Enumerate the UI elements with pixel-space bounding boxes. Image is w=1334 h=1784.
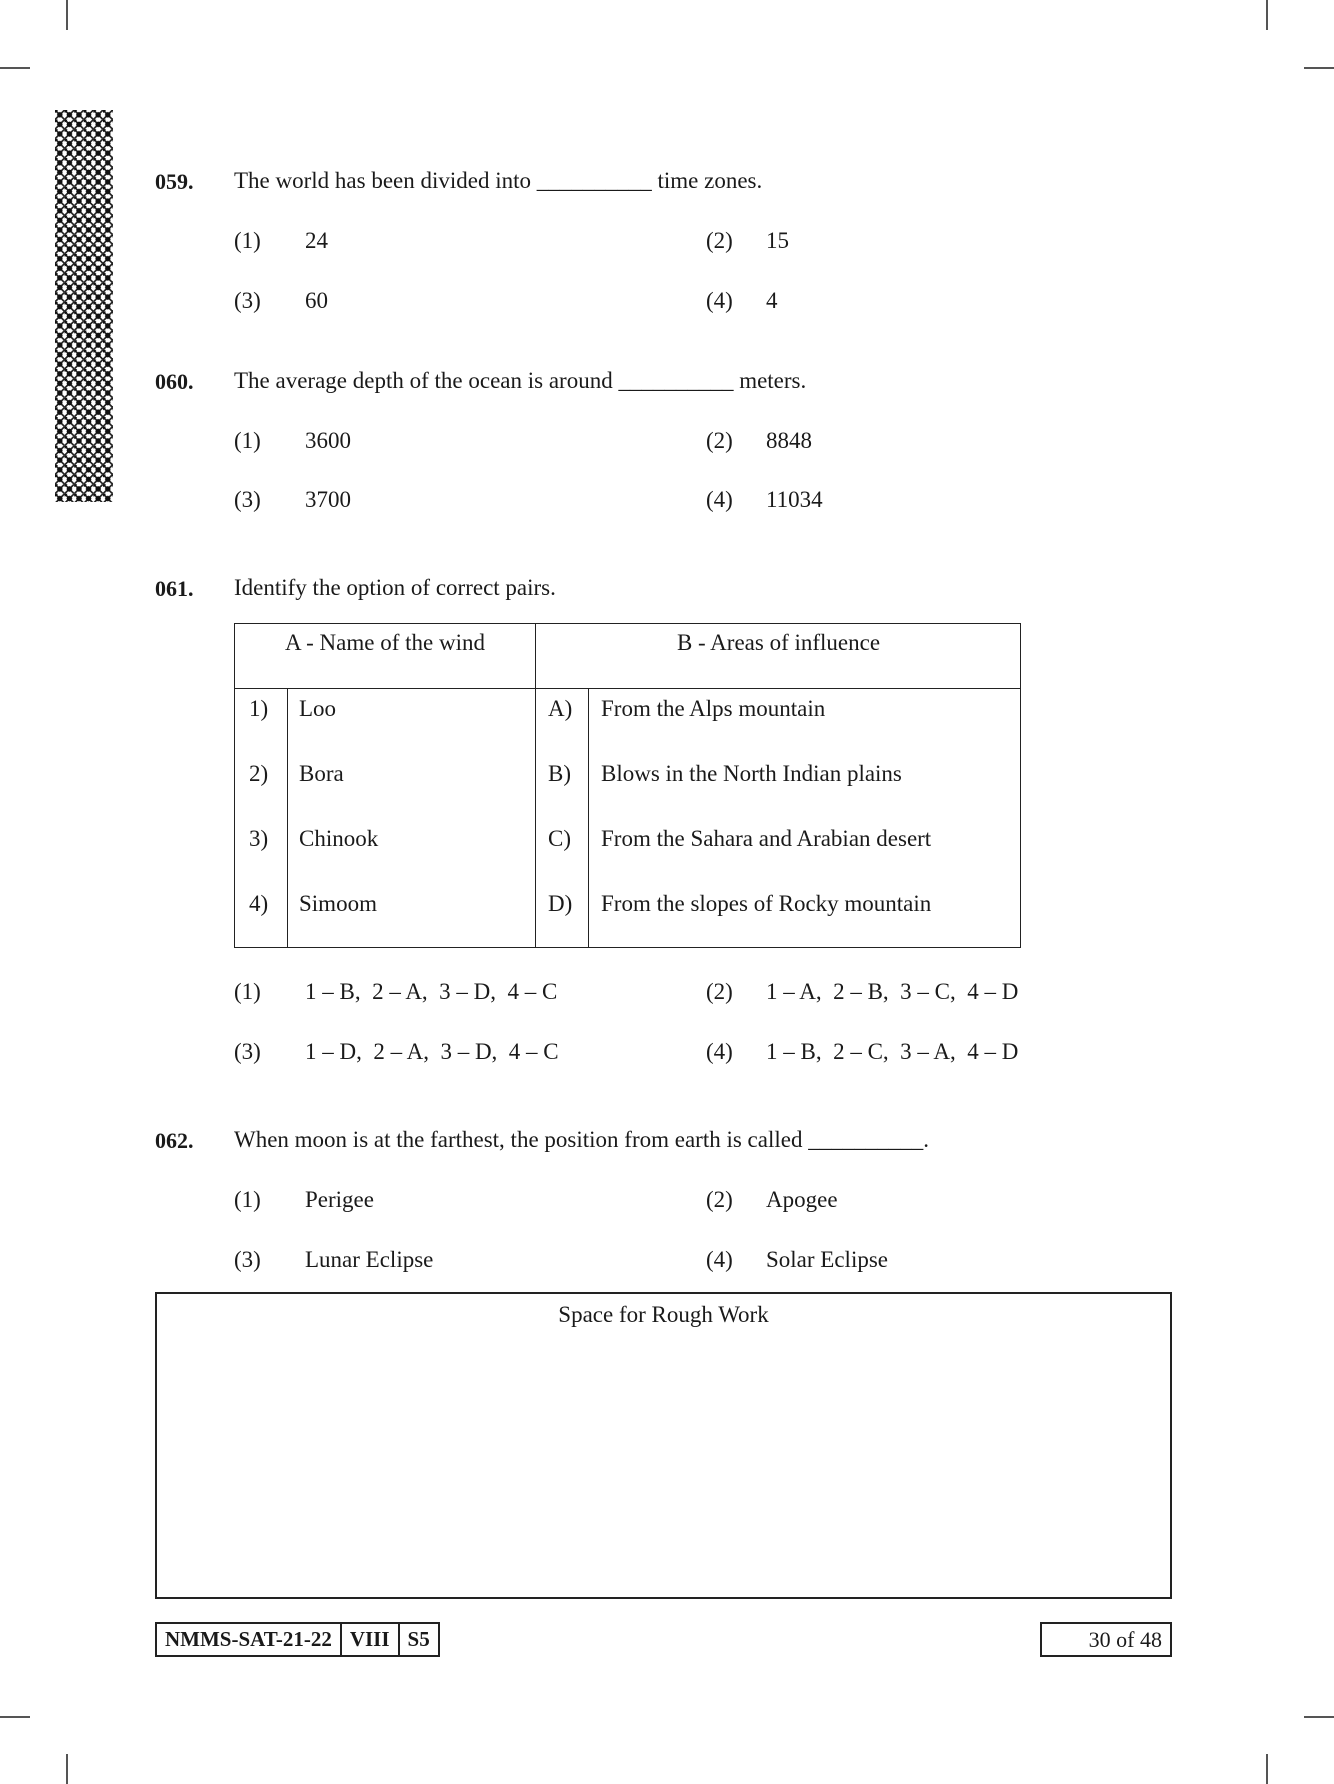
- question-text: When moon is at the farthest, the position from earth is called __________.: [234, 1127, 929, 1152]
- row-number: 4): [249, 891, 269, 916]
- crop-mark: [1304, 67, 1334, 69]
- table-divider: [235, 688, 1020, 689]
- matching-table: [234, 623, 1021, 948]
- row-letter: B): [548, 761, 571, 786]
- question-number: 062.: [155, 1128, 194, 1153]
- option-number: (3): [234, 288, 261, 313]
- option-text: 1 – A, 2 – B, 3 – C, 4 – D: [766, 979, 1019, 1004]
- question-text: The world has been divided into __________ time zones.: [234, 168, 763, 193]
- option-text: 24: [305, 228, 328, 253]
- option-number: (3): [234, 1039, 261, 1064]
- option-text: 3600: [305, 428, 351, 453]
- class-label: VIII: [340, 1624, 398, 1655]
- crop-mark: [1304, 1716, 1334, 1718]
- option-text: 60: [305, 288, 328, 313]
- crop-mark: [0, 1716, 30, 1718]
- option-text: 11034: [766, 487, 823, 512]
- option-text: Lunar Eclipse: [305, 1247, 434, 1272]
- decorative-security-pattern: [55, 110, 113, 502]
- area-of-influence: Blows in the North Indian plains: [601, 761, 902, 786]
- option-number: (3): [234, 487, 261, 512]
- crop-mark: [0, 67, 30, 69]
- wind-name: Simoom: [299, 891, 377, 916]
- row-number: 1): [249, 696, 269, 721]
- option-text: 15: [766, 228, 789, 253]
- table-divider: [588, 688, 589, 947]
- option-text: 1 – B, 2 – A, 3 – D, 4 – C: [305, 979, 558, 1004]
- rough-work-area: [155, 1292, 1172, 1599]
- series-label: S5: [398, 1624, 438, 1655]
- option-number: (2): [706, 428, 733, 453]
- option-text: Perigee: [305, 1187, 374, 1212]
- row-number: 3): [249, 826, 269, 851]
- option-text: 1 – B, 2 – C, 3 – A, 4 – D: [766, 1039, 1019, 1064]
- row-letter: D): [548, 891, 573, 916]
- area-of-influence: From the Alps mountain: [601, 696, 826, 721]
- option-text: 4: [766, 288, 778, 313]
- option-number: (1): [234, 228, 261, 253]
- wind-name: Chinook: [299, 826, 379, 851]
- crop-mark: [66, 1754, 68, 1784]
- option-text: 3700: [305, 487, 351, 512]
- area-of-influence: From the Sahara and Arabian desert: [601, 826, 932, 851]
- option-number: (4): [706, 487, 733, 512]
- column-header-a: A - Name of the wind: [285, 630, 485, 655]
- option-number: (2): [706, 979, 733, 1004]
- option-number: (2): [706, 228, 733, 253]
- wind-name: Bora: [299, 761, 344, 786]
- exam-code: NMMS-SAT-21-22: [165, 1627, 332, 1651]
- area-of-influence: From the slopes of Rocky mountain: [601, 891, 932, 916]
- option-number: (3): [234, 1247, 261, 1272]
- option-number: (4): [706, 1247, 733, 1272]
- crop-mark: [1266, 0, 1268, 30]
- question-number: 059.: [155, 169, 194, 194]
- option-text: 8848: [766, 428, 812, 453]
- table-divider: [535, 624, 536, 947]
- column-header-b: B - Areas of influence: [676, 630, 881, 655]
- crop-mark: [66, 0, 68, 30]
- option-number: (2): [706, 1187, 733, 1212]
- rough-work-title: Space for Rough Work: [558, 1302, 769, 1327]
- footer-exam-code-box: [155, 1622, 440, 1657]
- question-text: The average depth of the ocean is around __________ meters.: [234, 368, 807, 393]
- option-number: (1): [234, 1187, 261, 1212]
- crop-mark: [1266, 1754, 1268, 1784]
- question-number: 061.: [155, 576, 194, 601]
- option-text: Apogee: [766, 1187, 838, 1212]
- row-letter: A): [548, 696, 573, 721]
- option-number: (1): [234, 428, 261, 453]
- option-number: (4): [706, 1039, 733, 1064]
- page-number: 30 of 48: [1040, 1622, 1172, 1657]
- question-text: Identify the option of correct pairs.: [234, 575, 556, 600]
- option-number: (1): [234, 979, 261, 1004]
- table-divider: [287, 688, 288, 947]
- option-text: 1 – D, 2 – A, 3 – D, 4 – C: [305, 1039, 559, 1064]
- option-number: (4): [706, 288, 733, 313]
- row-letter: C): [548, 826, 571, 851]
- option-text: Solar Eclipse: [766, 1247, 888, 1272]
- question-number: 060.: [155, 369, 194, 394]
- wind-name: Loo: [299, 696, 337, 721]
- row-number: 2): [249, 761, 269, 786]
